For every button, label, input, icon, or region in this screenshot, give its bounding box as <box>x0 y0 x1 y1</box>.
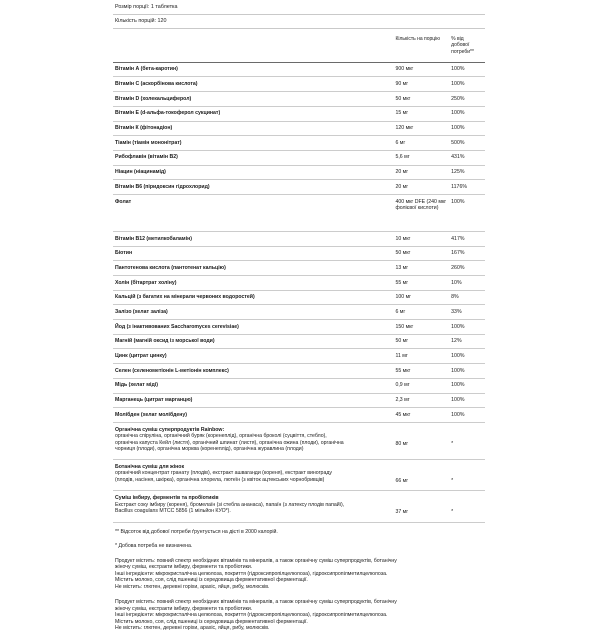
table-header <box>113 29 485 63</box>
nutrient-table <box>113 63 485 423</box>
nutrient-name: Вітамін Е (d-альфа-токоферол сукцинат) <box>115 110 221 117</box>
nutrient-percent: 33% <box>451 308 462 315</box>
blend-amount: 37 мг <box>395 509 409 516</box>
nutrient-row <box>113 379 485 394</box>
blend-text <box>115 427 395 453</box>
nutrient-percent: 260% <box>451 264 465 271</box>
nutrient-percent: 10% <box>451 279 462 286</box>
nutrient-row <box>113 291 485 306</box>
nutrient-percent: 8% <box>451 294 459 301</box>
product-description: Продукт містить: повний спектр необхідних вітамінів та мінералів, а також органічну суміш суперпродуктів, ботанічну жіночу суміш, екстракти імбиру, ферменти та пробіотики. Інші інгредієнти: мікрокристалічна целюлоза, покриття (гідроксипропілцелюлоза), гідроксипропілметилцелюлоза. Містить молоко, соя, слід пшениці із середовища ферментативної ферментації. Не містить: глютен, деревні горіхи, арахіс, яйця, рибу, молюсків. <box>115 557 397 590</box>
nutrient-row <box>113 195 485 232</box>
nutrient-row <box>113 151 485 166</box>
nutrient-name: Вітамін К (фітонадіон) <box>115 125 173 132</box>
nutrient-name: Мідь (хелат міді) <box>115 382 158 389</box>
nutrient-row <box>113 364 485 379</box>
nutrient-amount: 900 мкг <box>395 66 414 73</box>
nutrient-name: Вітамін В6 (піридоксин гідрохлорид) <box>115 183 210 190</box>
header-amount: Кількість на порцію <box>395 35 441 42</box>
nutrient-amount: 90 мг <box>395 81 409 88</box>
nutrient-row <box>113 180 485 195</box>
blend-amount: 80 мг <box>395 440 409 447</box>
nutrient-amount: 50 мкг <box>395 95 411 102</box>
supplement-facts-panel <box>113 0 485 641</box>
blend-table <box>113 423 485 523</box>
nutrient-name: Марганець (цитрат марганцю) <box>115 397 193 404</box>
blend-description: органічний концентрат гранату (плодів), екстракт ашваганди (кореня), екстракт винограду (плодів, насіння, шкірка), органічна хлорела, лютеїн (з квіток ацтекських чорнобривців) <box>115 470 332 483</box>
nutrient-percent: 100% <box>451 110 465 117</box>
nutrient-name: Вітамін С (аскорбінова кислота) <box>115 81 198 88</box>
nutrient-percent: 100% <box>451 367 465 374</box>
nutrient-amount: 150 мкг <box>395 323 414 330</box>
nutrient-row <box>113 335 485 350</box>
nutrient-amount: 55 мкг <box>395 367 411 374</box>
nutrient-name: Фолат <box>115 198 132 205</box>
nutrient-amount: 55 мг <box>395 279 409 286</box>
nutrient-percent: 1176% <box>451 183 467 190</box>
nutrient-name: Холін (бітартрат холіну) <box>115 279 177 286</box>
nutrient-row <box>113 349 485 364</box>
nutrient-row <box>113 232 485 247</box>
nutrient-row <box>113 136 485 151</box>
nutrient-name: Молібден (хелат молібдену) <box>115 411 187 418</box>
nutrient-amount: 11 мг <box>395 353 408 360</box>
nutrient-name: Цинк (цитрат цинку) <box>115 353 167 360</box>
blend-amount: 66 мг <box>395 477 409 484</box>
nutrient-name: Залізо (хелат заліза) <box>115 308 168 315</box>
nutrient-row <box>113 276 485 291</box>
product-description-repeat: Продукт містить: повний спектр необхідних вітамінів та мінералів, а також органічну суміш суперпродуктів, ботанічну жіночу суміш, екстракти імбиру, ферменти та пробіотики. Інші інгредієнти: мікрокристалічна целюлоза, покриття (гідроксипропілцелюлоза), гідроксипропілметилцелюлоза. Містить молоко, соя, слід пшениці із середовища ферментативної ферментації. Не містить: глютен, деревні горіхи, арахіс, яйця, рибу, молюсків. <box>115 599 397 632</box>
nutrient-percent: 100% <box>451 198 465 205</box>
nutrient-amount: 45 мкг <box>395 411 411 418</box>
nutrient-percent: 100% <box>451 66 465 73</box>
blend-percent: * <box>451 509 454 516</box>
nutrient-name: Тіамін (тіамін мононітрат) <box>115 139 182 146</box>
nutrient-amount: 400 мкг DFE (240 мкг фолієвої кислоти) <box>395 198 447 212</box>
nutrient-row <box>113 320 485 335</box>
nutrient-percent: 100% <box>451 125 465 132</box>
nutrient-percent: 100% <box>451 353 465 360</box>
nutrient-name: Вітамін D (холекальциферол) <box>115 95 192 102</box>
blend-percent: * <box>451 440 454 447</box>
serving-size: Розмір порції: 1 таблетка <box>113 0 485 15</box>
blend-title: Ботанічна суміш для жінок <box>115 463 185 470</box>
nutrient-percent: 250% <box>451 95 465 102</box>
nutrient-percent: 167% <box>451 250 465 257</box>
blend-row <box>113 423 485 460</box>
nutrient-name: Пантотенова кислота (пантотенат кальцію) <box>115 264 226 271</box>
nutrient-amount: 15 мг <box>395 110 409 117</box>
nutrient-percent: 100% <box>451 397 465 404</box>
nutrient-row <box>113 107 485 122</box>
nutrient-amount: 13 мг <box>395 264 409 271</box>
nutrient-name: Йод (з інактивованих Saccharomyces cerevisiae) <box>115 323 239 330</box>
header-name-spacer <box>115 36 395 56</box>
nutrient-amount: 5,6 мг <box>395 154 410 161</box>
nutrient-row <box>113 305 485 320</box>
nutrient-row <box>113 92 485 107</box>
nutrient-name: Кальцій (з багатих на мінерали червоних водоростей) <box>115 294 255 301</box>
blend-row <box>113 491 485 523</box>
nutrient-percent: 500% <box>451 139 465 146</box>
nutrient-percent: 100% <box>451 382 465 389</box>
nutrient-amount: 20 мг <box>395 169 409 176</box>
nutrient-row <box>113 166 485 181</box>
nutrient-name: Вітамін А (бета-каротин) <box>115 66 178 73</box>
nutrient-name: Селен (селенометіонін L-метіонін комплекс) <box>115 367 229 374</box>
nutrient-percent: 431% <box>451 154 465 161</box>
nutrient-row <box>113 77 485 92</box>
nutrient-amount: 6 мг <box>395 139 406 146</box>
nutrient-percent: 100% <box>451 411 465 418</box>
nutrient-amount: 6 мг <box>395 308 406 315</box>
blend-title: Суміш імбиру, ферментів та пробіотиків <box>115 495 219 502</box>
nutrient-percent: 100% <box>451 323 465 330</box>
nutrient-name: Біотин <box>115 250 133 257</box>
nutrient-name: Вітамін В12 (метилкобаламін) <box>115 235 192 242</box>
footnote-not-established: * Добова потреба не визначена. <box>115 543 193 550</box>
nutrient-amount: 50 мкг <box>395 250 411 257</box>
blend-text <box>115 464 395 485</box>
nutrient-name: Ніацин (ніацинамід) <box>115 169 166 176</box>
nutrient-row <box>113 122 485 137</box>
blend-row <box>113 460 485 492</box>
blend-description: Екстракт соку імбиру (кореня), бромелаїн (зі стебла ананаса), папаїн (з латексу плодів папайї), Bacillus coagulans MTCC 5856 (1 мільйон КУО*). <box>115 501 345 515</box>
header-percent: % від добової потреби** <box>451 35 474 55</box>
blend-percent: * <box>451 477 454 484</box>
nutrient-name: Рибофлавін (вітамін В2) <box>115 154 178 161</box>
nutrient-amount: 50 мг <box>395 338 409 345</box>
nutrient-row <box>113 408 485 423</box>
nutrient-row <box>113 247 485 262</box>
nutrient-amount: 2,3 мг <box>395 397 410 404</box>
nutrient-percent: 125% <box>451 169 465 176</box>
notes-section <box>113 523 485 632</box>
blend-title: Органічна суміш суперпродуктів Rainbow: <box>115 426 225 433</box>
nutrient-percent: 12% <box>451 338 462 345</box>
servings-count: Кількість порцій: 120 <box>113 15 485 29</box>
nutrient-row <box>113 394 485 409</box>
nutrient-amount: 0,9 мг <box>395 382 410 389</box>
nutrient-percent: 417% <box>451 235 465 242</box>
blend-description: органічна спіруліна, органічний буряк (коренеплід), органічна броколі (суцвіття, стебло), органічна капуста Кейл (листя), органічний шпинат (листя), органічна ожина (плоди), органічна чорниця (плоди), органічна морква (коренеплід), органічна журавлина (плоди) <box>115 433 344 453</box>
nutrient-percent: 100% <box>451 81 465 88</box>
nutrient-amount: 20 мг <box>395 183 409 190</box>
blend-text <box>115 495 395 516</box>
nutrient-name: Магній (магній оксид із морської води) <box>115 338 215 345</box>
nutrient-row <box>113 261 485 276</box>
nutrient-amount: 100 мг <box>395 294 412 301</box>
footnote-daily-value: ** Відсоток від добової потреби ґрунтується на дієті в 2000 калорій. <box>115 528 278 535</box>
nutrient-row <box>113 63 485 78</box>
nutrient-amount: 120 мкг <box>395 125 414 132</box>
nutrient-amount: 10 мкг <box>395 235 411 242</box>
